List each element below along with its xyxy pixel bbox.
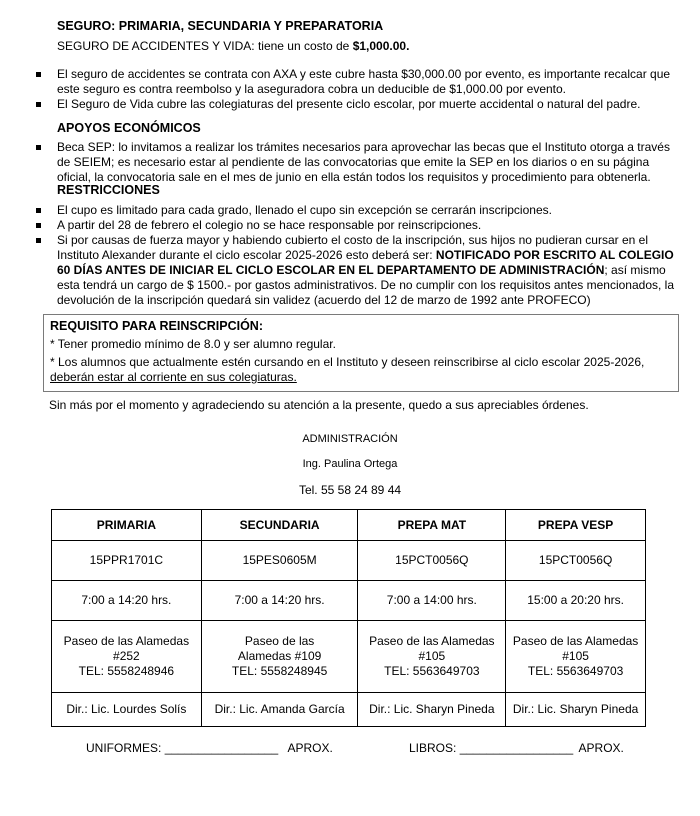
bullet-icon (36, 223, 41, 228)
code-cell: 15PPR1701C (52, 541, 202, 581)
table-row (52, 693, 646, 727)
libros-line (409, 741, 624, 756)
seguro-list (36, 67, 680, 112)
list-item: El Seguro de Vida cubre las colegiaturas del presente ciclo escolar, por muerte accidental o natural del padre. (36, 97, 680, 112)
reinscripcion-heading: REQUISITO PARA REINSCRIPCIÓN: (50, 319, 263, 333)
director-cell: Dir.: Lic. Amanda García (201, 693, 358, 727)
table-row (52, 510, 646, 541)
uniformes-line (86, 741, 333, 756)
table-row (52, 621, 646, 693)
seguro-intro: SEGURO DE ACCIDENTES Y VIDA: tiene un costo de $1,000.00. (57, 39, 410, 53)
closing-text: Sin más por el momento y agradeciendo su atención a la presente, quedo a sus apreciables órdenes. (49, 398, 589, 412)
bullet-icon (36, 145, 41, 150)
reinscripcion-line-2: * Los alumnos que actualmente estén cursando en el Instituto y deseen reinscribirse al ciclo escolar 2025-2026, deberán estar al corriente en sus colegiaturas. (50, 355, 645, 384)
seguro-heading: SEGURO: PRIMARIA, SECUNDARIA Y PREPARATORIA (57, 19, 384, 33)
bullet-icon (36, 208, 41, 213)
address-cell: Paseo de las Alamedas #252 TEL: 5558248946 (52, 621, 202, 693)
header-prepa-mat: PREPA MAT (358, 510, 506, 541)
bullet-icon (36, 102, 41, 107)
header-secundaria: SECUNDARIA (201, 510, 358, 541)
bullet-icon (36, 238, 41, 243)
list-item: Beca SEP: lo invitamos a realizar los trámites necesarios para aprovechar las becas que el Instituto otorga a través de SEIEM; es necesario estar al pendiente de las convocatorias que emite la SEP en los diarios o en su página oficial, la convocatoria sale en el mes de junio en ella están todos los requisitos y procedimiento para obtenerla. (36, 140, 680, 185)
signature-dept: ADMINISTRACIÓN (302, 433, 398, 445)
apoyos-list (36, 140, 680, 185)
table-row (52, 581, 646, 621)
uniformes-blank: _________________ (164, 741, 279, 755)
restricciones-heading: RESTRICCIONES (57, 183, 160, 197)
table-row (52, 541, 646, 581)
apoyos-heading: APOYOS ECONÓMICOS (57, 121, 201, 135)
director-cell: Dir.: Lic. Sharyn Pineda (506, 693, 646, 727)
uniformes-approx: APROX. (287, 741, 333, 755)
code-cell: 15PCT0056Q (506, 541, 646, 581)
hours-cell: 7:00 a 14:00 hrs. (358, 581, 506, 621)
reinscripcion-line-1: * Tener promedio mínimo de 8.0 y ser alumno regular. (50, 337, 336, 351)
uniformes-label: UNIFORMES: (86, 741, 162, 755)
signature-name: Ing. Paulina Ortega (302, 458, 398, 470)
director-cell: Dir.: Lic. Lourdes Solís (52, 693, 202, 727)
header-primaria: PRIMARIA (52, 510, 202, 541)
hours-cell: 7:00 a 14:20 hrs. (52, 581, 202, 621)
signature-phone: Tel. 55 58 24 89 44 (298, 483, 402, 497)
list-item: Si por causas de fuerza mayor y habiendo cubierto el costo de la inscripción, sus hijos no pudieran cursar en el Instituto Alexander durante el ciclo escolar 2025-2026 esto deberá ser: NOTIFICADO POR ESCRITO AL COLEGIO 60 DÍAS ANTES DE INICIAR EL CICLO ESCOLAR EN EL DEPARTAMENTO DE ADMINISTRACIÓN; así mismo esta tendrá un cargo de $ 1500.- por gastos administrativos. De no cumplir con los requisitos antes mencionados, la devolución de la inscripción quedará sin validez (acuerdo del 12 de marzo de 1992 ante PROFECO) (36, 233, 680, 308)
bullet-icon (36, 72, 41, 77)
restricciones-list (36, 203, 680, 308)
libros-blank: _________________ (459, 741, 574, 755)
code-cell: 15PCT0056Q (358, 541, 506, 581)
seguro-amount: $1,000.00. (352, 39, 410, 53)
header-prepa-vesp: PREPA VESP (506, 510, 646, 541)
list-item: A partir del 28 de febrero el colegio no se hace responsable por reinscripciones. (36, 218, 680, 233)
address-cell: Paseo de las Alamedas #105 TEL: 5563649703 (506, 621, 646, 693)
address-cell: Paseo de las Alamedas #109 TEL: 5558248945 (201, 621, 358, 693)
schools-table (51, 509, 646, 727)
hours-cell: 15:00 a 20:20 hrs. (506, 581, 646, 621)
reinscripcion-box (43, 314, 679, 392)
libros-approx: APROX. (578, 741, 624, 755)
director-cell: Dir.: Lic. Sharyn Pineda (358, 693, 506, 727)
list-item: El cupo es limitado para cada grado, llenado el cupo sin excepción se cerrarán inscripciones. (36, 203, 680, 218)
list-item: El seguro de accidentes se contrata con AXA y este cubre hasta $30,000.00 por evento, es importante recalcar que este seguro es contra reembolso y la aseguradora cobra un deducible de $1,000.00 por evento. (36, 67, 680, 97)
address-cell: Paseo de las Alamedas #105 TEL: 5563649703 (358, 621, 506, 693)
hours-cell: 7:00 a 14:20 hrs. (201, 581, 358, 621)
code-cell: 15PES0605M (201, 541, 358, 581)
libros-label: LIBROS: (409, 741, 457, 755)
